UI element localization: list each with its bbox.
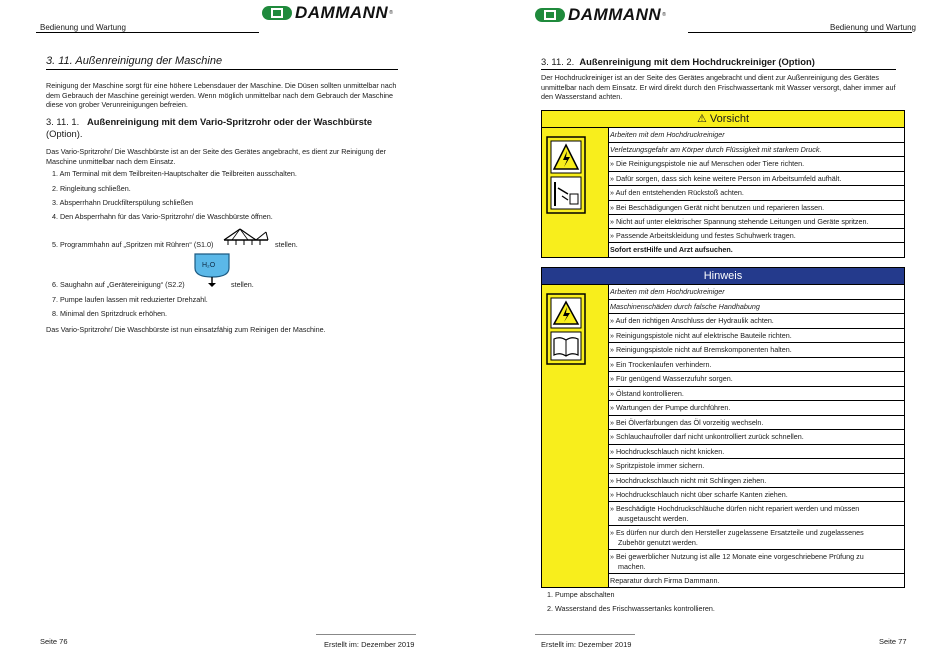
caution-item: » Passende Arbeitskleidung und festes Schuhwerk tragen.	[608, 228, 904, 243]
hint-title: Hinweis	[541, 267, 905, 285]
hint-item-multiline: » Bei gewerblicher Nutzung ist alle 12 Monate eine vorgeschriebene Prüfung zu machen.	[608, 549, 904, 573]
hint-item: » Hochdruckschlauch nicht mit Schlingen ziehen.	[608, 473, 904, 488]
hint-item-multiline: » Beschädigte Hochdruckschläuche dürfen nicht repariert werden und müssen ausgetauscht werden.	[608, 501, 904, 525]
left-step: 1. Am Terminal mit dem Teilbreiten-Hauptschalter die Teilbreiten ausschalten.	[52, 169, 297, 178]
hint-line2: Maschinenschäden durch falsche Handhabung	[608, 299, 904, 314]
hint-line1: Arbeiten mit dem Hochdruckreiniger	[610, 287, 725, 296]
hint-icon-column	[542, 285, 609, 587]
hint-item: » Schlauchaufroller darf nicht unkontrolliert zurück schnellen.	[608, 429, 904, 444]
right-logo: DAMMANN ®	[535, 5, 666, 25]
caution-item: » Die Reinigungspistole nie auf Menschen oder Tiere richten.	[608, 156, 904, 171]
hint-item: » Wartungen der Pumpe durchführen.	[608, 400, 904, 415]
hint-item: » Für genügend Wasserzufuhr sorgen.	[608, 371, 904, 386]
left-header-rule	[36, 32, 259, 33]
hint-item: » Ölstand kontrollieren.	[608, 386, 904, 401]
hint-item: » Hochdruckschlauch nicht über scharfe Kanten ziehen.	[608, 487, 904, 502]
right-header-rule	[688, 32, 912, 33]
left-step: 3. Absperrhahn Druckfilterspülung schließen	[52, 198, 194, 207]
hint-item: » Reinigungspistole nicht auf Bremskomponenten halten.	[608, 342, 904, 357]
right-footer-rule	[535, 634, 635, 635]
step5-suffix: stellen.	[275, 240, 298, 249]
hint-item-multiline: » Es dürfen nur durch den Hersteller zugelassene Ersatzteile und zugelassenes Zubehör genutzt werden.	[608, 525, 904, 549]
hint-item: » Ein Trockenlaufen verhindern.	[608, 357, 904, 372]
right-page-number: Seite 77	[879, 637, 907, 646]
hint-item: » Auf den richtigen Anschluss der Hydraulik achten.	[608, 313, 904, 328]
left-subsection-intro: Das Vario-Spritzrohr/ Die Waschbürste ist an der Seite des Gerätes angebracht, es dient zur Reinigung der Maschine unmittelbar nach dem Einsatz.	[46, 147, 386, 166]
right-intro: Der Hochdruckreiniger ist an der Seite des Gerätes angebracht und dient zur Außenreinigung des Gerätes unmittelbar nach dem Einsatz. Er wird direkt durch den Frischwassertank mit Wasser versorgt, daher immer auf den Wasserstand achten.	[541, 73, 896, 102]
hint-item: » Hochdruckschlauch nicht knicken.	[608, 444, 904, 459]
left-header: Bedienung und Wartung	[40, 23, 126, 32]
left-created: Erstellt im: Dezember 2019	[324, 640, 415, 649]
hint-final: Reparatur durch Firma Dammann.	[608, 573, 904, 588]
electric-hazard-sign-icon	[546, 136, 586, 214]
water-tank-icon	[192, 250, 232, 288]
hint-item: » Spritzpistole immer sichern.	[608, 458, 904, 473]
caution-item: » Auf den entstehenden Rückstoß achten.	[608, 185, 904, 200]
left-step: 7. Pumpe laufen lassen mit reduzierter Drehzahl.	[52, 295, 208, 304]
h2o-label: H₂O	[202, 262, 216, 269]
left-page-number: Seite 76	[40, 637, 68, 646]
caution-final: Sofort erstHilfe und Arzt aufsuchen.	[608, 242, 904, 257]
dammann-logo-icon	[262, 6, 292, 20]
manual-hazard-sign-icon	[546, 293, 586, 365]
right-subsection-title: 3. 11. 2. Außenreinigung mit dem Hochdruckreiniger (Option)	[541, 56, 815, 67]
hint-box	[541, 284, 905, 588]
caution-line1: Arbeiten mit dem Hochdruckreiniger	[610, 130, 725, 139]
left-closing: Das Vario-Spritzrohr/ Die Waschbürste ist nun einsatzfähig zum Reinigen der Maschine.	[46, 325, 326, 334]
left-subsection-title: 3. 11. 1. Außenreinigung mit dem Vario-Spritzrohr oder der Waschbürste (Option).	[46, 116, 373, 139]
caution-item: » Dafür sorgen, dass sich keine weitere Person im Arbeitsumfeld aufhält.	[608, 171, 904, 186]
left-step: 4. Den Absperrhahn für das Vario-Spritzrohr/ die Waschbürste öffnen.	[52, 212, 273, 221]
left-step: 5. Programmhahn auf „Spritzen mit Rühren“ (S1.0)	[52, 240, 214, 249]
hint-item: » Bei Ölverfärbungen das Öl vorzeitig wechseln.	[608, 415, 904, 430]
right-header: Bedienung und Wartung	[830, 23, 916, 32]
caution-icon-column	[542, 128, 609, 257]
left-step: 6. Saughahn auf „Gerätereinigung“ (S2.2)	[52, 280, 185, 289]
brand-name: DAMMANN	[295, 3, 389, 22]
section-title: 3. 11. Außenreinigung der Maschine	[46, 55, 223, 67]
section-title-rule	[46, 69, 398, 70]
right-created: Erstellt im: Dezember 2019	[541, 640, 632, 649]
dammann-logo-icon	[535, 8, 565, 22]
right-title-rule	[541, 69, 896, 70]
step6-suffix: stellen.	[231, 280, 254, 289]
caution-title: ⚠ Vorsicht	[541, 110, 905, 128]
sprayer-boom-icon	[222, 226, 272, 248]
left-logo: DAMMANN ®	[262, 3, 393, 23]
caution-item: » Nicht auf unter elektrischer Spannung stehende Leitungen und Geräte spritzen.	[608, 214, 904, 229]
left-step: 2. Ringleitung schließen.	[52, 184, 131, 193]
caution-item: » Bei Beschädigungen Gerät nicht benutzen und reparieren lassen.	[608, 200, 904, 215]
left-step: 8. Minimal den Spritzdruck erhöhen.	[52, 309, 168, 318]
brand-name: DAMMANN	[568, 5, 662, 24]
left-intro: Reinigung der Maschine sorgt für eine höhere Lebensdauer der Maschine. Die Düsen sollten unmittelbar nach dem Gebrauch der Maschine gereinigt werden. Wenn möglich unmittelbar nach dem Gebrauch der Maschine diese von grober Verunreinigungen befreien.	[46, 81, 397, 110]
left-footer-rule	[316, 634, 416, 635]
hint-item: » Reinigungspistole nicht auf elektrische Bauteile richten.	[608, 328, 904, 343]
right-step: 1. Pumpe abschalten	[547, 590, 615, 599]
right-step: 2. Wasserstand des Frischwassertanks kontrollieren.	[547, 604, 715, 613]
caution-line2: Verletzungsgefahr am Körper durch Flüssigkeit mit starkem Druck.	[608, 142, 904, 157]
caution-box	[541, 127, 905, 258]
